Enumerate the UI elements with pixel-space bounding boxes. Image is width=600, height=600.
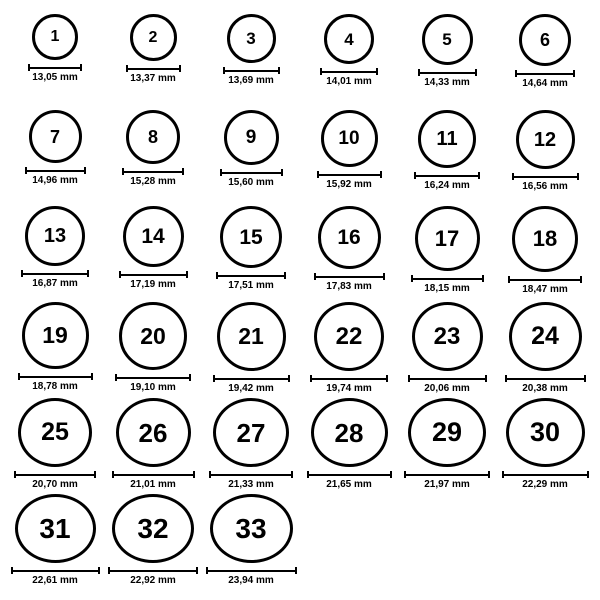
ring-size-label: 17 <box>434 225 460 251</box>
ring-size-cell <box>300 202 398 298</box>
ring-diameter-label: 21,65 mm <box>326 479 372 490</box>
ring-size-cell <box>496 10 594 106</box>
ring-diameter-label: 22,92 mm <box>130 575 176 586</box>
ring-size-label: 25 <box>41 418 69 446</box>
ring-size-label: 10 <box>338 128 360 149</box>
ring-size-label: 7 <box>49 126 60 147</box>
ring-measure <box>213 375 290 394</box>
ring-ruler-icon <box>404 471 490 478</box>
ring-circle <box>123 206 184 267</box>
ring-circle <box>18 398 92 467</box>
ring-measure <box>411 275 484 294</box>
ring-size-cell <box>104 202 202 298</box>
ring-measure <box>209 471 293 490</box>
ring-size-label: 1 <box>50 28 60 45</box>
ring-diameter-label: 21,33 mm <box>228 479 274 490</box>
ring-diameter-label: 14,01 mm <box>326 76 372 87</box>
ring-measure <box>223 67 280 86</box>
ring-size-cell <box>202 106 300 202</box>
ring-circle <box>32 14 78 60</box>
ring-measure <box>216 272 286 291</box>
ring-circle <box>415 206 480 271</box>
ring-size-cell <box>300 106 398 202</box>
ring-size-label: 24 <box>531 322 559 350</box>
ring-circle <box>318 206 381 269</box>
ring-circle <box>15 494 96 563</box>
ring-size-label: 20 <box>140 322 166 349</box>
ring-ruler-icon <box>21 270 89 277</box>
ring-circle <box>22 302 89 369</box>
ring-size-label: 30 <box>529 417 561 447</box>
ring-circle <box>29 110 82 163</box>
ring-diameter-label: 18,47 mm <box>522 284 568 295</box>
ring-diameter-label: 14,33 mm <box>424 77 470 88</box>
ring-measure <box>414 172 480 191</box>
ring-ruler-icon <box>307 471 392 478</box>
ring-size-label: 12 <box>533 128 557 151</box>
ring-diameter-label: 19,74 mm <box>326 383 372 394</box>
ring-size-cell <box>398 10 496 106</box>
ring-diameter-label: 17,51 mm <box>228 280 274 291</box>
ring-diameter-label: 19,42 mm <box>228 383 274 394</box>
ring-diameter-label: 13,69 mm <box>228 75 274 86</box>
ring-circle <box>311 398 388 467</box>
ring-measure <box>404 471 490 490</box>
ring-ruler-icon <box>108 567 198 574</box>
ring-measure <box>408 375 487 394</box>
ring-ruler-icon <box>14 471 96 478</box>
ring-size-label: 3 <box>246 29 256 48</box>
ring-circle <box>25 206 85 266</box>
ring-circle <box>130 14 177 61</box>
ring-measure <box>220 169 283 188</box>
ring-size-label: 23 <box>433 322 461 350</box>
ring-size-cell <box>398 394 496 490</box>
ring-circle <box>412 302 483 371</box>
ring-size-label: 2 <box>148 28 158 46</box>
ring-diameter-label: 16,24 mm <box>424 180 470 191</box>
ring-circle <box>324 14 374 64</box>
ring-size-cell <box>6 106 104 202</box>
ring-ruler-icon <box>314 273 385 280</box>
ring-circle <box>227 14 276 63</box>
ring-measure <box>28 64 82 83</box>
ring-ruler-icon <box>418 69 477 76</box>
ring-size-cell <box>6 394 104 490</box>
ring-size-label: 8 <box>147 127 158 147</box>
ring-measure <box>115 374 191 393</box>
ring-diameter-label: 15,92 mm <box>326 179 372 190</box>
ring-ruler-icon <box>408 375 487 382</box>
ring-size-cell <box>398 106 496 202</box>
ring-measure <box>14 471 96 490</box>
ring-size-cell <box>104 394 202 490</box>
ring-ruler-icon <box>28 64 82 71</box>
ring-circle <box>210 494 293 563</box>
ring-circle <box>321 110 378 167</box>
ring-measure <box>122 168 184 187</box>
ring-diameter-label: 13,05 mm <box>32 72 78 83</box>
ring-measure <box>310 375 388 394</box>
ring-measure <box>21 270 89 289</box>
ring-ruler-icon <box>213 375 290 382</box>
ring-size-label: 6 <box>539 30 550 50</box>
ring-size-cell <box>496 202 594 298</box>
ring-size-label: 18 <box>532 226 558 251</box>
ring-ruler-icon <box>411 275 484 282</box>
ring-circle <box>516 110 575 169</box>
ring-diameter-label: 14,96 mm <box>32 175 78 186</box>
ring-size-cell <box>300 394 398 490</box>
ring-size-cell <box>496 106 594 202</box>
ring-diameter-label: 15,28 mm <box>130 176 176 187</box>
ring-ruler-icon <box>18 373 93 380</box>
ring-size-cell <box>496 394 594 490</box>
ring-size-cell <box>398 202 496 298</box>
ring-size-cell <box>398 298 496 394</box>
ring-size-cell <box>6 202 104 298</box>
ring-size-label: 31 <box>39 512 71 544</box>
ring-ruler-icon <box>115 374 191 381</box>
ring-size-cell <box>104 490 202 586</box>
ring-size-label: 21 <box>238 323 264 349</box>
ring-circle <box>112 494 194 563</box>
ring-size-cell <box>202 10 300 106</box>
ring-diameter-label: 15,60 mm <box>228 177 274 188</box>
ring-diameter-label: 18,78 mm <box>32 381 78 392</box>
ring-measure <box>515 70 575 89</box>
ring-ruler-icon <box>502 471 589 478</box>
ring-circle <box>116 398 191 467</box>
ring-size-label: 33 <box>235 512 267 544</box>
ring-size-label: 19 <box>42 322 68 348</box>
ring-diameter-label: 22,29 mm <box>522 479 568 490</box>
ring-ruler-icon <box>320 68 378 75</box>
ring-ruler-icon <box>512 173 579 180</box>
ring-diameter-label: 20,70 mm <box>32 479 78 490</box>
ring-circle <box>418 110 476 168</box>
ring-circle <box>506 398 585 467</box>
ring-ruler-icon <box>414 172 480 179</box>
ring-measure <box>512 173 579 192</box>
ring-diameter-label: 23,94 mm <box>228 575 274 586</box>
ring-size-label: 4 <box>344 29 354 49</box>
ring-measure <box>11 567 100 586</box>
ring-size-label: 26 <box>138 417 168 448</box>
ring-measure <box>126 65 181 84</box>
ring-measure <box>119 271 188 290</box>
ring-size-label: 32 <box>137 512 169 544</box>
ring-size-cell <box>6 298 104 394</box>
ring-ruler-icon <box>112 471 195 478</box>
ring-circle <box>422 14 473 65</box>
ring-measure <box>18 373 93 392</box>
ring-diameter-label: 13,37 mm <box>130 73 176 84</box>
ring-measure <box>320 68 378 87</box>
ring-size-label: 29 <box>431 417 463 447</box>
ring-circle <box>126 110 180 164</box>
ring-diameter-label: 17,83 mm <box>326 281 372 292</box>
ring-size-label: 22 <box>335 322 363 350</box>
ring-size-cell <box>6 490 104 586</box>
ring-size-cell <box>202 394 300 490</box>
ring-size-cell <box>300 10 398 106</box>
ring-size-cell <box>104 106 202 202</box>
ring-size-label: 9 <box>245 127 257 148</box>
ring-ruler-icon <box>11 567 100 574</box>
ring-size-cell <box>300 298 398 394</box>
ring-circle <box>213 398 289 467</box>
ring-size-cell <box>104 10 202 106</box>
ring-ruler-icon <box>220 169 283 176</box>
ring-diameter-label: 22,61 mm <box>32 575 78 586</box>
ring-diameter-label: 14,64 mm <box>522 78 568 89</box>
ring-circle <box>519 14 571 66</box>
ring-diameter-label: 18,15 mm <box>424 283 470 294</box>
ring-size-label: 15 <box>239 225 263 249</box>
ring-circle <box>119 302 187 370</box>
ring-size-cell <box>202 298 300 394</box>
ring-measure <box>307 471 392 490</box>
ring-diameter-label: 20,38 mm <box>522 383 568 394</box>
ring-circle <box>512 206 578 272</box>
ring-size-label: 5 <box>442 30 452 49</box>
ring-ruler-icon <box>209 471 293 478</box>
ring-size-cell <box>496 298 594 394</box>
ring-measure <box>317 171 382 190</box>
ring-ruler-icon <box>119 271 188 278</box>
ring-ruler-icon <box>206 567 297 574</box>
ring-size-cell <box>202 490 300 586</box>
ring-ruler-icon <box>310 375 388 382</box>
ring-measure <box>508 276 582 295</box>
ring-measure <box>502 471 589 490</box>
ring-diameter-label: 19,10 mm <box>130 382 176 393</box>
ring-diameter-label: 16,87 mm <box>32 278 78 289</box>
ring-measure <box>112 471 195 490</box>
ring-measure <box>505 375 586 394</box>
ring-circle <box>217 302 286 371</box>
ring-circle <box>224 110 279 165</box>
ring-diameter-label: 21,97 mm <box>424 479 470 490</box>
ring-diameter-label: 20,06 mm <box>424 383 470 394</box>
ring-ruler-icon <box>126 65 181 72</box>
ring-ruler-icon <box>515 70 575 77</box>
ring-circle <box>314 302 384 371</box>
ring-ruler-icon <box>508 276 582 283</box>
ring-diameter-label: 17,19 mm <box>130 279 176 290</box>
ring-ruler-icon <box>505 375 586 382</box>
ring-measure <box>206 567 297 586</box>
ring-measure <box>314 273 385 292</box>
ring-size-label: 14 <box>141 225 165 248</box>
ring-ruler-icon <box>122 168 184 175</box>
ring-size-cell <box>6 10 104 106</box>
ring-size-label: 11 <box>436 128 458 150</box>
ring-circle <box>408 398 486 467</box>
ring-size-label: 27 <box>236 417 266 448</box>
ring-size-cell <box>104 298 202 394</box>
ring-circle <box>220 206 282 268</box>
ring-ruler-icon <box>223 67 280 74</box>
ring-ruler-icon <box>317 171 382 178</box>
ring-measure <box>108 567 198 586</box>
ring-size-grid <box>6 10 594 586</box>
ring-ruler-icon <box>25 167 86 174</box>
ring-measure <box>25 167 86 186</box>
ring-diameter-label: 21,01 mm <box>130 479 176 490</box>
ring-size-label: 16 <box>337 226 361 249</box>
ring-circle <box>509 302 582 371</box>
ring-measure <box>418 69 477 88</box>
ring-size-label: 13 <box>43 225 67 247</box>
ring-diameter-label: 16,56 mm <box>522 181 568 192</box>
ring-size-cell <box>202 202 300 298</box>
ring-ruler-icon <box>216 272 286 279</box>
ring-size-label: 28 <box>334 417 364 448</box>
